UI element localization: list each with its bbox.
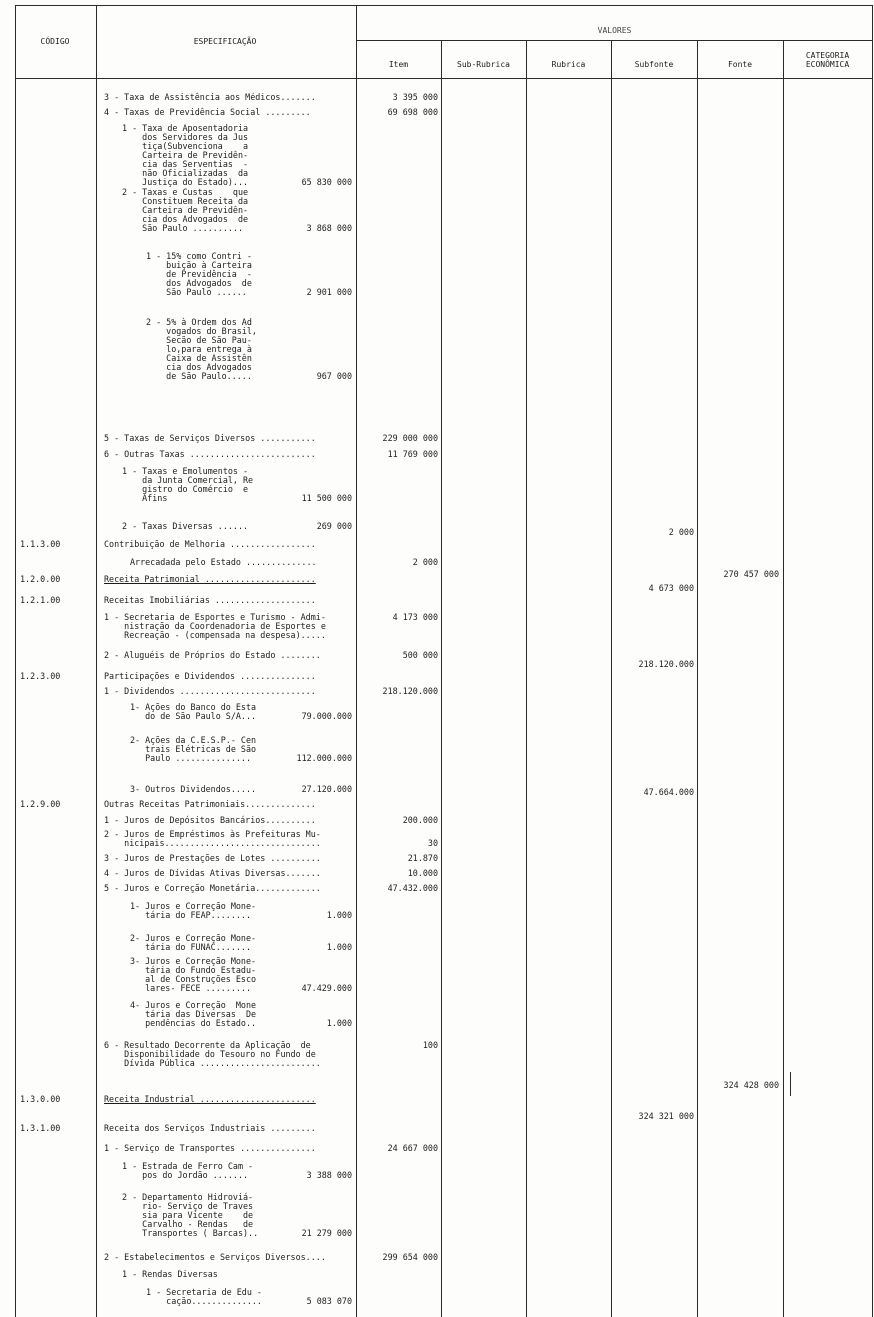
spec-line: Participações e Dividendos ............... — [104, 671, 316, 681]
header-rubrica: Rubrica — [551, 60, 586, 69]
item-value: 24 667 000 — [387, 1143, 438, 1153]
inner-value: 112.000.000 — [296, 753, 352, 763]
inner-value: 1.000 — [326, 1018, 352, 1028]
spec-line: rio- Serviço de Traves — [122, 1201, 254, 1211]
rule-especificacao — [356, 5, 357, 1317]
subfonte-value: 324 321 000 — [638, 1111, 694, 1121]
spec-line: 2 - 5% à Ordem dos Ad — [146, 317, 252, 327]
spec-line: al de Construções Esco — [130, 974, 257, 984]
spec-line: da Junta Comercial, Re — [122, 475, 254, 485]
item-value: 21.870 — [407, 853, 438, 863]
spec-line: dos Advogados de — [146, 278, 252, 288]
spec-line: 1- Ações do Banco do Esta — [130, 702, 257, 712]
spec-line: 1 - 15% como Contri - — [146, 251, 252, 261]
inner-value: 5 083 070 — [306, 1296, 352, 1306]
spec-line: do de São Paulo S/A... — [130, 711, 257, 721]
spec-line: tiça(Subvenciona a — [122, 141, 249, 151]
fonte-value: 324 428 000 — [723, 1080, 779, 1090]
spec-line: 3- Outros Dividendos..... — [130, 784, 257, 794]
header-subfonte: Subfonte — [634, 60, 674, 69]
header-especificacao: ESPECIFICAÇÃO — [193, 37, 257, 46]
spec-line: 6 - Resultado Decorrente da Aplicação de — [104, 1040, 311, 1050]
spec-line: Recreação - (compensada na despesa)..... — [104, 630, 326, 640]
spec-line: Disponibilidade do Tesouro no Fundo de — [104, 1049, 316, 1059]
spec-line: Carteira de Previdên- — [122, 205, 249, 215]
spec-line: 2 - Aluguéis de Próprios do Estado ........ — [104, 650, 321, 660]
rule-right — [872, 5, 873, 1317]
rule-fonte — [783, 40, 784, 1317]
inner-value: 21 279 000 — [301, 1228, 352, 1238]
spec-line: Dívida Pública ........................ — [104, 1058, 321, 1068]
spec-line: sia para Vicente de — [122, 1210, 254, 1220]
item-value: 3 395 000 — [392, 92, 438, 102]
item-value: 11 769 000 — [387, 449, 438, 459]
rule-item — [441, 40, 442, 1317]
rule-header-bottom — [15, 78, 873, 79]
spec-line: vogados do Brasil, — [146, 326, 257, 336]
rule-rubrica — [611, 40, 612, 1317]
spec-line: 2 - Juros de Empréstimos às Prefeituras Mu- — [104, 829, 321, 839]
item-value: 69 698 000 — [387, 107, 438, 117]
item-value: 218.120.000 — [382, 686, 438, 696]
item-value: 229 000 000 — [382, 433, 438, 443]
rule-valores-sub — [356, 40, 873, 41]
spec-line: Receita dos Serviços Industriais ......... — [104, 1123, 316, 1133]
item-value: 100 — [422, 1040, 438, 1050]
item-value: 30 — [427, 838, 438, 848]
subfonte-value: 4 673 000 — [648, 583, 694, 593]
item-value: 10.000 — [407, 868, 438, 878]
header-codigo: CÓDIGO — [40, 37, 70, 46]
inner-value: 2 901 000 — [306, 287, 352, 297]
spec-line: 1- Juros e Correção Mone- — [130, 901, 257, 911]
header-fonte: Fonte — [727, 60, 753, 69]
spec-line: lares- FECE ......... — [130, 983, 252, 993]
spec-line: 4 - Juros de Dívidas Ativas Diversas....... — [104, 868, 321, 878]
item-value: 500 000 — [402, 650, 438, 660]
item-value: 200.000 — [402, 815, 438, 825]
inner-value: 79.000.000 — [301, 711, 352, 721]
spec-line: de Previdência - — [146, 269, 252, 279]
spec-line: Justiça do Estado)... — [122, 177, 249, 187]
spec-line: Transportes ( Barcas).. — [122, 1228, 259, 1238]
spec-line: nicipais............................... — [104, 838, 321, 848]
subfonte-value: 47.664.000 — [643, 787, 694, 797]
spec-line: 6 - Outras Taxas ......................... — [104, 449, 316, 459]
spec-line: Afins — [122, 493, 168, 503]
inner-value: 269 000 — [316, 521, 352, 531]
spec-line: Contribuição de Melhoria ................. — [104, 539, 316, 549]
spec-line: não Oficializadas da — [122, 168, 249, 178]
spec-line: São Paulo ...... — [146, 287, 247, 297]
subfonte-value: 218.120.000 — [638, 659, 694, 669]
spec-line: 3 - Taxa de Assistência aos Médicos....... — [104, 92, 316, 102]
header-economica: ECONÔMICA — [805, 60, 850, 69]
spec-line: Receita Industrial ....................... — [104, 1094, 316, 1104]
inner-value: 27.120.000 — [301, 784, 352, 794]
spec-line: 1 - Rendas Diversas — [122, 1269, 218, 1279]
code-cell: 1.1.3.00 — [20, 539, 61, 549]
inner-value: 3 388 000 — [306, 1170, 352, 1180]
header-sub-rubrica: Sub-Rubrica — [457, 60, 510, 69]
spec-line: 1 - Juros de Depósitos Bancários.......... — [104, 815, 316, 825]
spec-line: cia dos Advogados — [146, 362, 252, 372]
item-value: 47.432.000 — [387, 883, 438, 893]
rule-subfonte — [697, 40, 698, 1317]
spec-line: 1 - Dividendos ........................... — [104, 686, 316, 696]
code-cell: 1.2.1.00 — [20, 595, 61, 605]
spec-line: Carteira de Previdên- — [122, 150, 249, 160]
spec-line: 2- Ações da C.E.S.P.- Cen — [130, 735, 257, 745]
code-cell: 1.3.0.00 — [20, 1094, 61, 1104]
header-valores: VALORES — [597, 26, 632, 35]
spec-line: Caixa de Assistên — [146, 353, 252, 363]
spec-line: São Paulo .......... — [122, 223, 244, 233]
spec-line: lo,para entrega à — [146, 344, 252, 354]
inner-value: 1.000 — [326, 942, 352, 952]
spec-line: trais Elétricas de São — [130, 744, 257, 754]
spec-line: Outras Receitas Patrimoniais.............. — [104, 799, 316, 809]
spec-line: cia dos Advogados de — [122, 214, 249, 224]
spec-line: 5 - Taxas de Serviços Diversos ........... — [104, 433, 316, 443]
spec-line: pos do Jordão ....... — [122, 1170, 249, 1180]
spec-line: 1 - Serviço de Transportes ............... — [104, 1143, 316, 1153]
code-cell: 1.2.9.00 — [20, 799, 61, 809]
spec-line: Receitas Imobiliárias .................... — [104, 595, 316, 605]
spec-line: tária do Fundo Estadu- — [130, 965, 257, 975]
spec-line: Secão de São Pau- — [146, 335, 252, 345]
spec-line: 5 - Juros e Correção Monetária............. — [104, 883, 321, 893]
item-value: 299 654 000 — [382, 1252, 438, 1262]
spec-line: Arrecadada pelo Estado .............. — [130, 557, 317, 567]
spec-line: cia das Serventias - — [122, 159, 249, 169]
inner-value: 65 830 000 — [301, 177, 352, 187]
header-categoria: CATEGORIA — [805, 51, 850, 60]
fonte-value: 270 457 000 — [723, 569, 779, 579]
spec-line: 2- Juros e Correção Mone- — [130, 933, 257, 943]
spec-line: 3- Juros e Correção Mone- — [130, 956, 257, 966]
rule-left — [15, 5, 16, 1317]
code-cell: 1.2.3.00 — [20, 671, 61, 681]
rule-codigo — [96, 5, 97, 1317]
spec-line: 1 - Secretaria de Edu - — [146, 1287, 262, 1297]
spec-line: 1 - Estrada de Ferro Cam - — [122, 1161, 254, 1171]
spec-line: Paulo ............... — [130, 753, 252, 763]
spec-line: 2 - Taxas e Custas que — [122, 187, 249, 197]
item-value: 2 000 — [412, 557, 438, 567]
item-value: 4 173 000 — [392, 612, 438, 622]
spec-line: 1 - Taxa de Aposentadoria — [122, 123, 249, 133]
spec-line: nistração da Coordenadoria de Esportes e — [104, 621, 326, 631]
spec-line: gistro do Comércio e — [122, 484, 249, 494]
spec-line: buição à Carteira — [146, 260, 252, 270]
spec-line: dos Servidores da Jus — [122, 132, 249, 142]
inner-value: 3 868 000 — [306, 223, 352, 233]
header-item: Item — [388, 60, 409, 69]
spec-line: Constituem Receita da — [122, 196, 249, 206]
spec-line: tária do FUNAC....... — [130, 942, 252, 952]
spec-line: 2 - Departamento Hidroviá- — [122, 1192, 254, 1202]
spec-line: 2 - Taxas Diversas ...... — [122, 521, 249, 531]
spec-line: 4 - Taxas de Previdência Social ......... — [104, 107, 311, 117]
rule-fonte-mark — [790, 1072, 791, 1096]
spec-line: cação.............. — [146, 1296, 262, 1306]
spec-line: 3 - Juros de Prestações de Lotes .......... — [104, 853, 321, 863]
spec-line: Carvalho - Rendas de — [122, 1219, 254, 1229]
inner-value: 11 500 000 — [301, 493, 352, 503]
inner-value: 47.429.000 — [301, 983, 352, 993]
spec-line: tária das Diversas De — [130, 1009, 257, 1019]
inner-value: 1.000 — [326, 910, 352, 920]
spec-line: tária do FEAP........ — [130, 910, 252, 920]
spec-line: 1 - Taxas e Emolumentos - — [122, 466, 249, 476]
spec-line: pendências do Estado.. — [130, 1018, 257, 1028]
spec-line: Receita Patrimonial ...................... — [104, 574, 316, 584]
spec-line: 2 - Estabelecimentos e Serviços Diversos.... — [104, 1252, 326, 1262]
spec-line: de São Paulo..... — [146, 371, 252, 381]
rule-subrubrica — [526, 40, 527, 1317]
spec-line: 4- Juros e Correção Mone — [130, 1000, 257, 1010]
spec-line: 1 - Secretaria de Esportes e Turismo - Admi- — [104, 612, 326, 622]
subfonte-value: 2 000 — [668, 527, 694, 537]
inner-value: 967 000 — [316, 371, 352, 381]
code-cell: 1.2.0.00 — [20, 574, 61, 584]
rule-top — [15, 5, 873, 6]
code-cell: 1.3.1.00 — [20, 1123, 61, 1133]
